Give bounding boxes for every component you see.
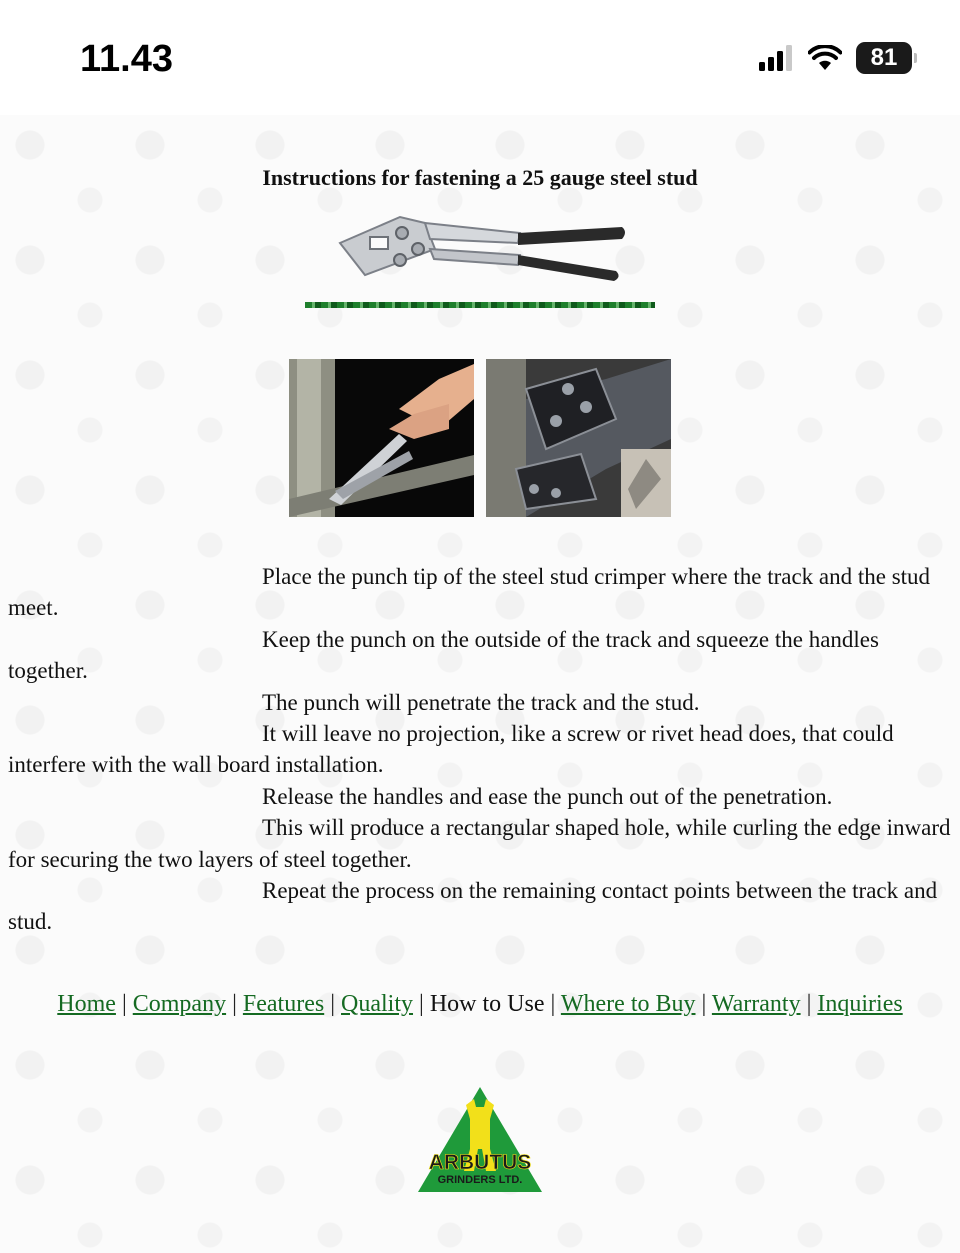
instructions-text xyxy=(8,561,958,938)
logo-text-arbutus: ARBUTUS xyxy=(428,1151,532,1174)
nav-link-where-to-buy[interactable]: Where to Buy xyxy=(560,991,696,1017)
nav-separator: | xyxy=(232,991,237,1017)
wifi-icon xyxy=(808,45,842,71)
battery-icon xyxy=(856,42,912,74)
page-title: Instructions for fastening a 25 gauge steel stud xyxy=(262,165,698,190)
nav-link-quality[interactable]: Quality xyxy=(341,991,414,1017)
status-icons xyxy=(758,42,912,74)
nav-separator: | xyxy=(806,991,812,1017)
nav-link-features[interactable]: Features xyxy=(242,991,325,1017)
instruction-step: It will leave no projection, like a screw or rivet head does, that could interfere with the wall board installation. xyxy=(8,721,894,778)
nav-link-warranty[interactable]: Warranty xyxy=(711,991,801,1017)
battery-level: 81 xyxy=(870,44,898,71)
status-time: 11.43 xyxy=(80,38,173,80)
steel-stud-crimper-image xyxy=(330,205,630,285)
footer-nav xyxy=(0,991,960,1018)
logo-text-grinders: GRINDERS LTD. xyxy=(437,1174,523,1186)
nav-current-how-to-use: How to Use xyxy=(429,991,545,1017)
nav-separator: | xyxy=(419,991,424,1017)
green-divider xyxy=(305,302,655,308)
photo-crimper-on-track xyxy=(289,359,474,517)
instruction-step: Release the handles and ease the punch out of the penetration. xyxy=(262,783,833,809)
nav-separator: | xyxy=(550,991,556,1017)
page-content xyxy=(0,115,960,1253)
instruction-step: The punch will penetrate the track and the stud. xyxy=(262,689,700,715)
nav-link-company[interactable]: Company xyxy=(132,991,227,1017)
cellular-signal-icon xyxy=(758,45,794,71)
status-bar xyxy=(0,0,960,115)
nav-separator: | xyxy=(121,991,127,1017)
instruction-step: This will produce a rectangular shaped hole, while curling the edge inward for securing the two layers of steel together. xyxy=(8,815,951,872)
nav-separator: | xyxy=(330,991,336,1017)
nav-link-home[interactable]: Home xyxy=(57,991,116,1017)
arbutus-grinders-logo[interactable] xyxy=(416,1085,544,1195)
instruction-step: Repeat the process on the remaining contact points between the track and stud. xyxy=(8,878,938,935)
nav-link-inquiries[interactable]: Inquiries xyxy=(817,991,903,1017)
photo-crimper-closeup xyxy=(486,359,671,517)
instruction-step: Keep the punch on the outside of the track and squeeze the handles together. xyxy=(8,626,879,684)
nav-separator: | xyxy=(701,991,707,1017)
instruction-step: Place the punch tip of the steel stud crimper where the track and the stud meet. xyxy=(8,564,931,621)
